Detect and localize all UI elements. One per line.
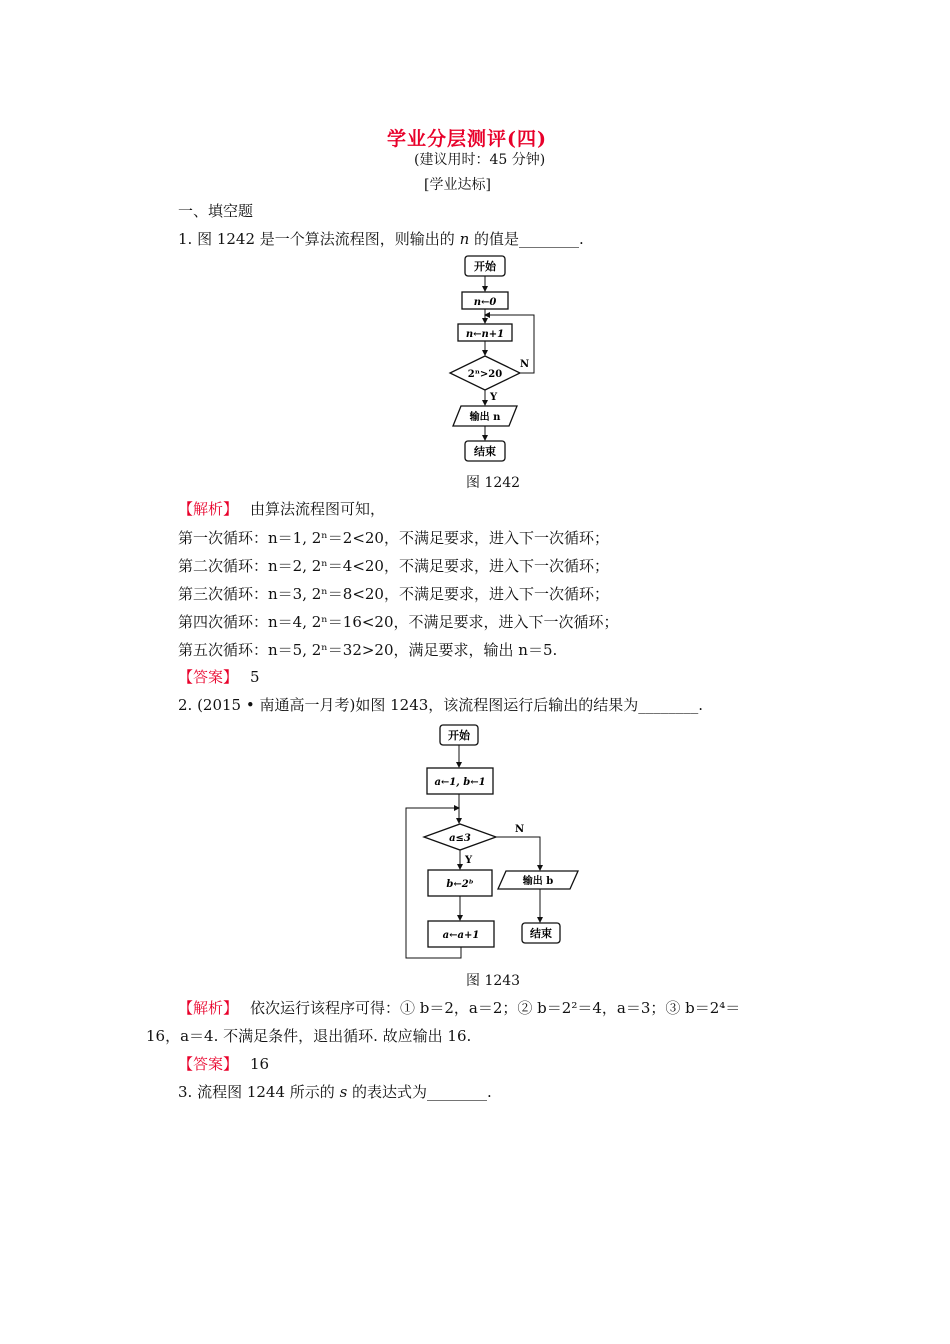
figure-1243-caption: 图 1243 xyxy=(466,973,521,989)
step-label: n←n+1 xyxy=(465,329,505,340)
section-heading: 一、填空题 xyxy=(178,202,254,220)
start-label-2: 开始 xyxy=(448,729,470,742)
question-1 xyxy=(178,228,584,249)
assign-a-label: a←a+1 xyxy=(442,930,480,941)
loop-line-4: 第四次循环：n＝4, 2ⁿ＝16<20，不满足要求，进入下一次循环； xyxy=(178,613,619,631)
condition-label: 2ⁿ>20 xyxy=(467,369,503,380)
question-1-prefix: 1. 图 1242 是一个算法流程图，则输出的 xyxy=(178,230,460,248)
yes-label-2: Y xyxy=(465,855,473,866)
flowchart-1242 xyxy=(440,252,570,470)
question-1-var: n xyxy=(459,230,470,248)
page-title: 学业分层测评(四) xyxy=(387,128,547,150)
answer-2-value: 16 xyxy=(250,1055,270,1073)
question-2: 2. (2015 • 南通高一月考)如图 1243，该流程图运行后输出的结果为________. xyxy=(178,696,704,714)
yes-label: Y xyxy=(490,392,498,403)
figure-1242-caption: 图 1242 xyxy=(466,475,521,491)
flowchart-1243 xyxy=(400,720,590,965)
loop-line-2: 第二次循环：n＝2, 2ⁿ＝4<20，不满足要求，进入下一次循环； xyxy=(178,557,609,575)
loop-line-1: 第一次循环：n＝1, 2ⁿ＝2<20，不满足要求，进入下一次循环； xyxy=(178,529,609,547)
init-label: n←0 xyxy=(473,297,497,308)
analysis-2 xyxy=(178,997,740,1018)
end-label: 结束 xyxy=(474,445,496,458)
loop-line-3: 第三次循环：n＝3, 2ⁿ＝8<20，不满足要求，进入下一次循环； xyxy=(178,585,609,603)
time-note: (建议用时：45 分钟) xyxy=(414,152,546,168)
question-3-var: s xyxy=(339,1083,348,1101)
answer-1 xyxy=(178,666,260,687)
loop-line-5: 第五次循环：n＝5, 2ⁿ＝32>20，满足要求，输出 n＝5. xyxy=(178,641,558,659)
analysis-2-line2: 16，a＝4. 不满足条件，退出循环. 故应输出 16. xyxy=(146,1027,472,1045)
answer-1-tag: 【答案】 xyxy=(178,668,239,686)
no-label: N xyxy=(520,359,530,370)
output-label: 输出 n xyxy=(469,412,501,423)
level-label: [学业达标] xyxy=(424,177,491,193)
answer-1-value: 5 xyxy=(250,668,260,686)
question-3-suffix: 的表达式为________. xyxy=(347,1083,492,1101)
no-label-2: N xyxy=(515,824,525,835)
analysis-1-tag: 【解析】 xyxy=(178,500,239,518)
start-label: 开始 xyxy=(474,260,496,273)
init-label-2: a←1, b←1 xyxy=(434,777,486,788)
condition-label-2: a≤3 xyxy=(449,833,471,844)
answer-2 xyxy=(178,1053,269,1074)
answer-2-tag: 【答案】 xyxy=(178,1055,239,1073)
analysis-2-line1: 依次运行该程序可得：① b＝2，a＝2；② b＝2²＝4，a＝3；③ b＝2⁴＝ xyxy=(250,999,741,1017)
question-3-prefix: 3. 流程图 1244 所示的 xyxy=(178,1083,340,1101)
analysis-1 xyxy=(178,498,385,519)
end-label-2: 结束 xyxy=(530,927,552,940)
question-1-suffix: 的值是________. xyxy=(469,230,584,248)
question-3 xyxy=(178,1081,492,1102)
analysis-2-tag: 【解析】 xyxy=(178,999,239,1017)
output-label-2: 输出 b xyxy=(522,876,554,887)
assign-b-label: b←2ᵇ xyxy=(446,879,474,890)
analysis-1-intro: 由算法流程图可知， xyxy=(250,500,386,518)
